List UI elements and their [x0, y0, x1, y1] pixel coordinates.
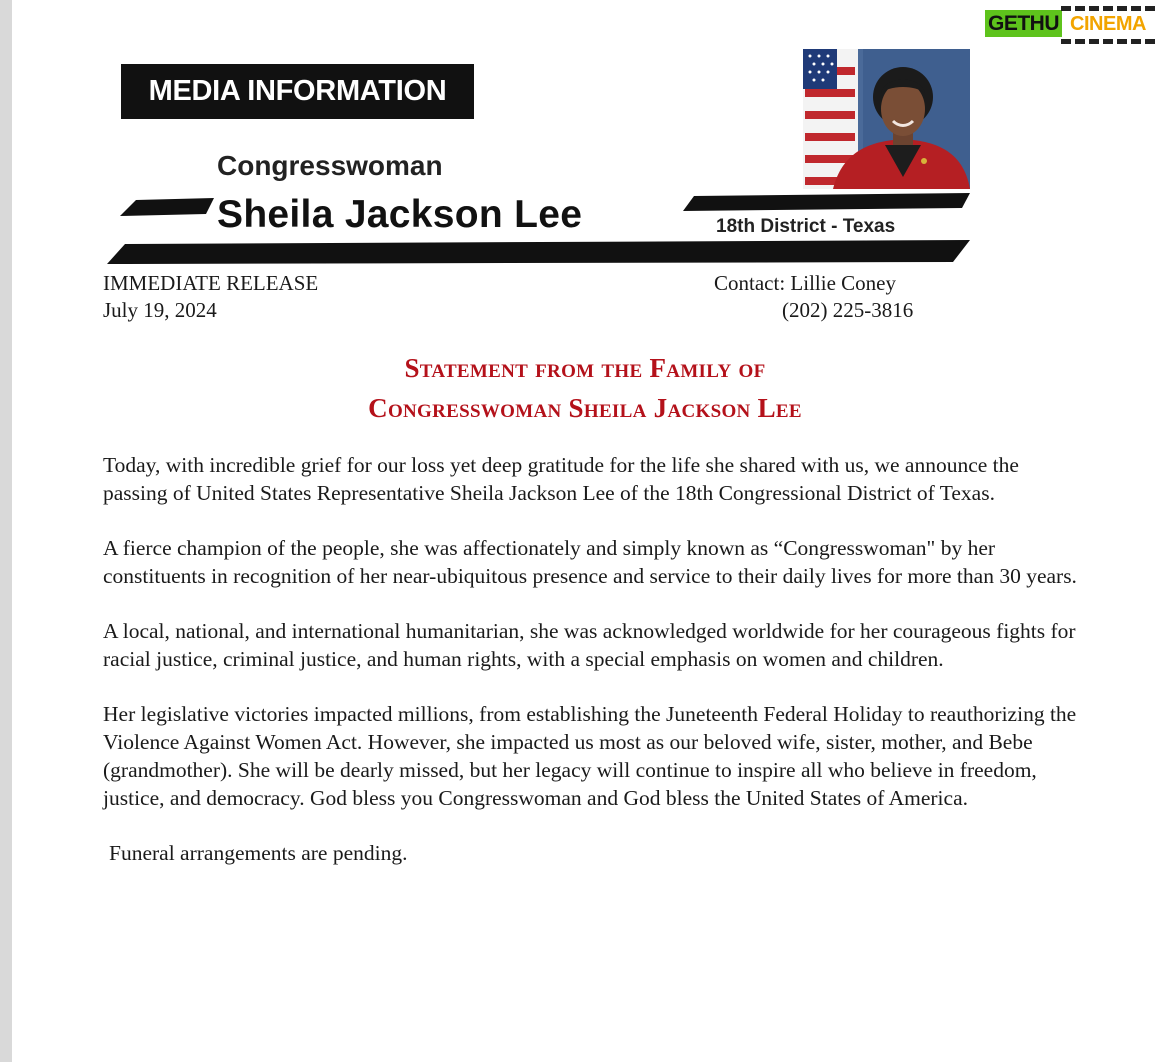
watermark-text-2: CINEMA — [1061, 6, 1155, 44]
media-information-label: MEDIA INFORMATION — [121, 64, 474, 119]
header-stripes — [0, 0, 1158, 300]
statement-body — [103, 451, 1078, 894]
paragraph: Today, with incredible grief for our loss yet deep gratitude for the life she shared with us, we announce the passing of United States Representative Sheila Jackson Lee of the 18th Congressional District of Texas. — [103, 453, 1019, 505]
watermark-logo — [985, 4, 1157, 44]
district-label: 18th District - Texas — [716, 216, 896, 237]
contact-info — [714, 270, 913, 324]
portrait-image — [803, 49, 970, 189]
member-name: Sheila Jackson Lee — [217, 193, 583, 236]
contact-name: Contact: Lillie Coney — [714, 271, 896, 295]
statement-title-line-1: Statement from the Family of — [404, 353, 766, 383]
page-edge — [0, 0, 12, 1062]
closing-note: Funeral arrangements are pending. — [109, 841, 408, 865]
release-type: IMMEDIATE RELEASE — [103, 271, 319, 295]
portrait-photo — [803, 49, 970, 189]
release-date: July 19, 2024 — [103, 298, 217, 322]
paragraph: A fierce champion of the people, she was affectionately and simply known as “Congresswoman" by her constituents in recognition of her near-ubiquitous presence and service to their daily lives for more than 30 years. — [103, 536, 1077, 588]
statement-title-line-2: Congresswoman Sheila Jackson Lee — [368, 393, 802, 423]
paragraph: A local, national, and international humanitarian, she was acknowledged worldwide for her courageous fights for racial justice, criminal justice, and human rights, with a special emphasis on women and children. — [103, 619, 1076, 671]
office-title: Congresswoman — [217, 150, 443, 181]
release-info — [103, 270, 318, 324]
watermark-text-1: GETHU — [985, 10, 1062, 37]
paragraph: Her legislative victories impacted millions, from establishing the Juneteenth Federal Holiday to reauthorizing the Violence Against Women Act. However, she impacted us most as our beloved wife, sister, mother, and Bebe (grandmother). She will be dearly missed, but her legacy will continue to inspire all who believe in freedom, justice, and democracy. God bless you Congresswoman and God bless the United States of America. — [103, 702, 1077, 810]
contact-phone: (202) 225-3816 — [782, 298, 914, 322]
